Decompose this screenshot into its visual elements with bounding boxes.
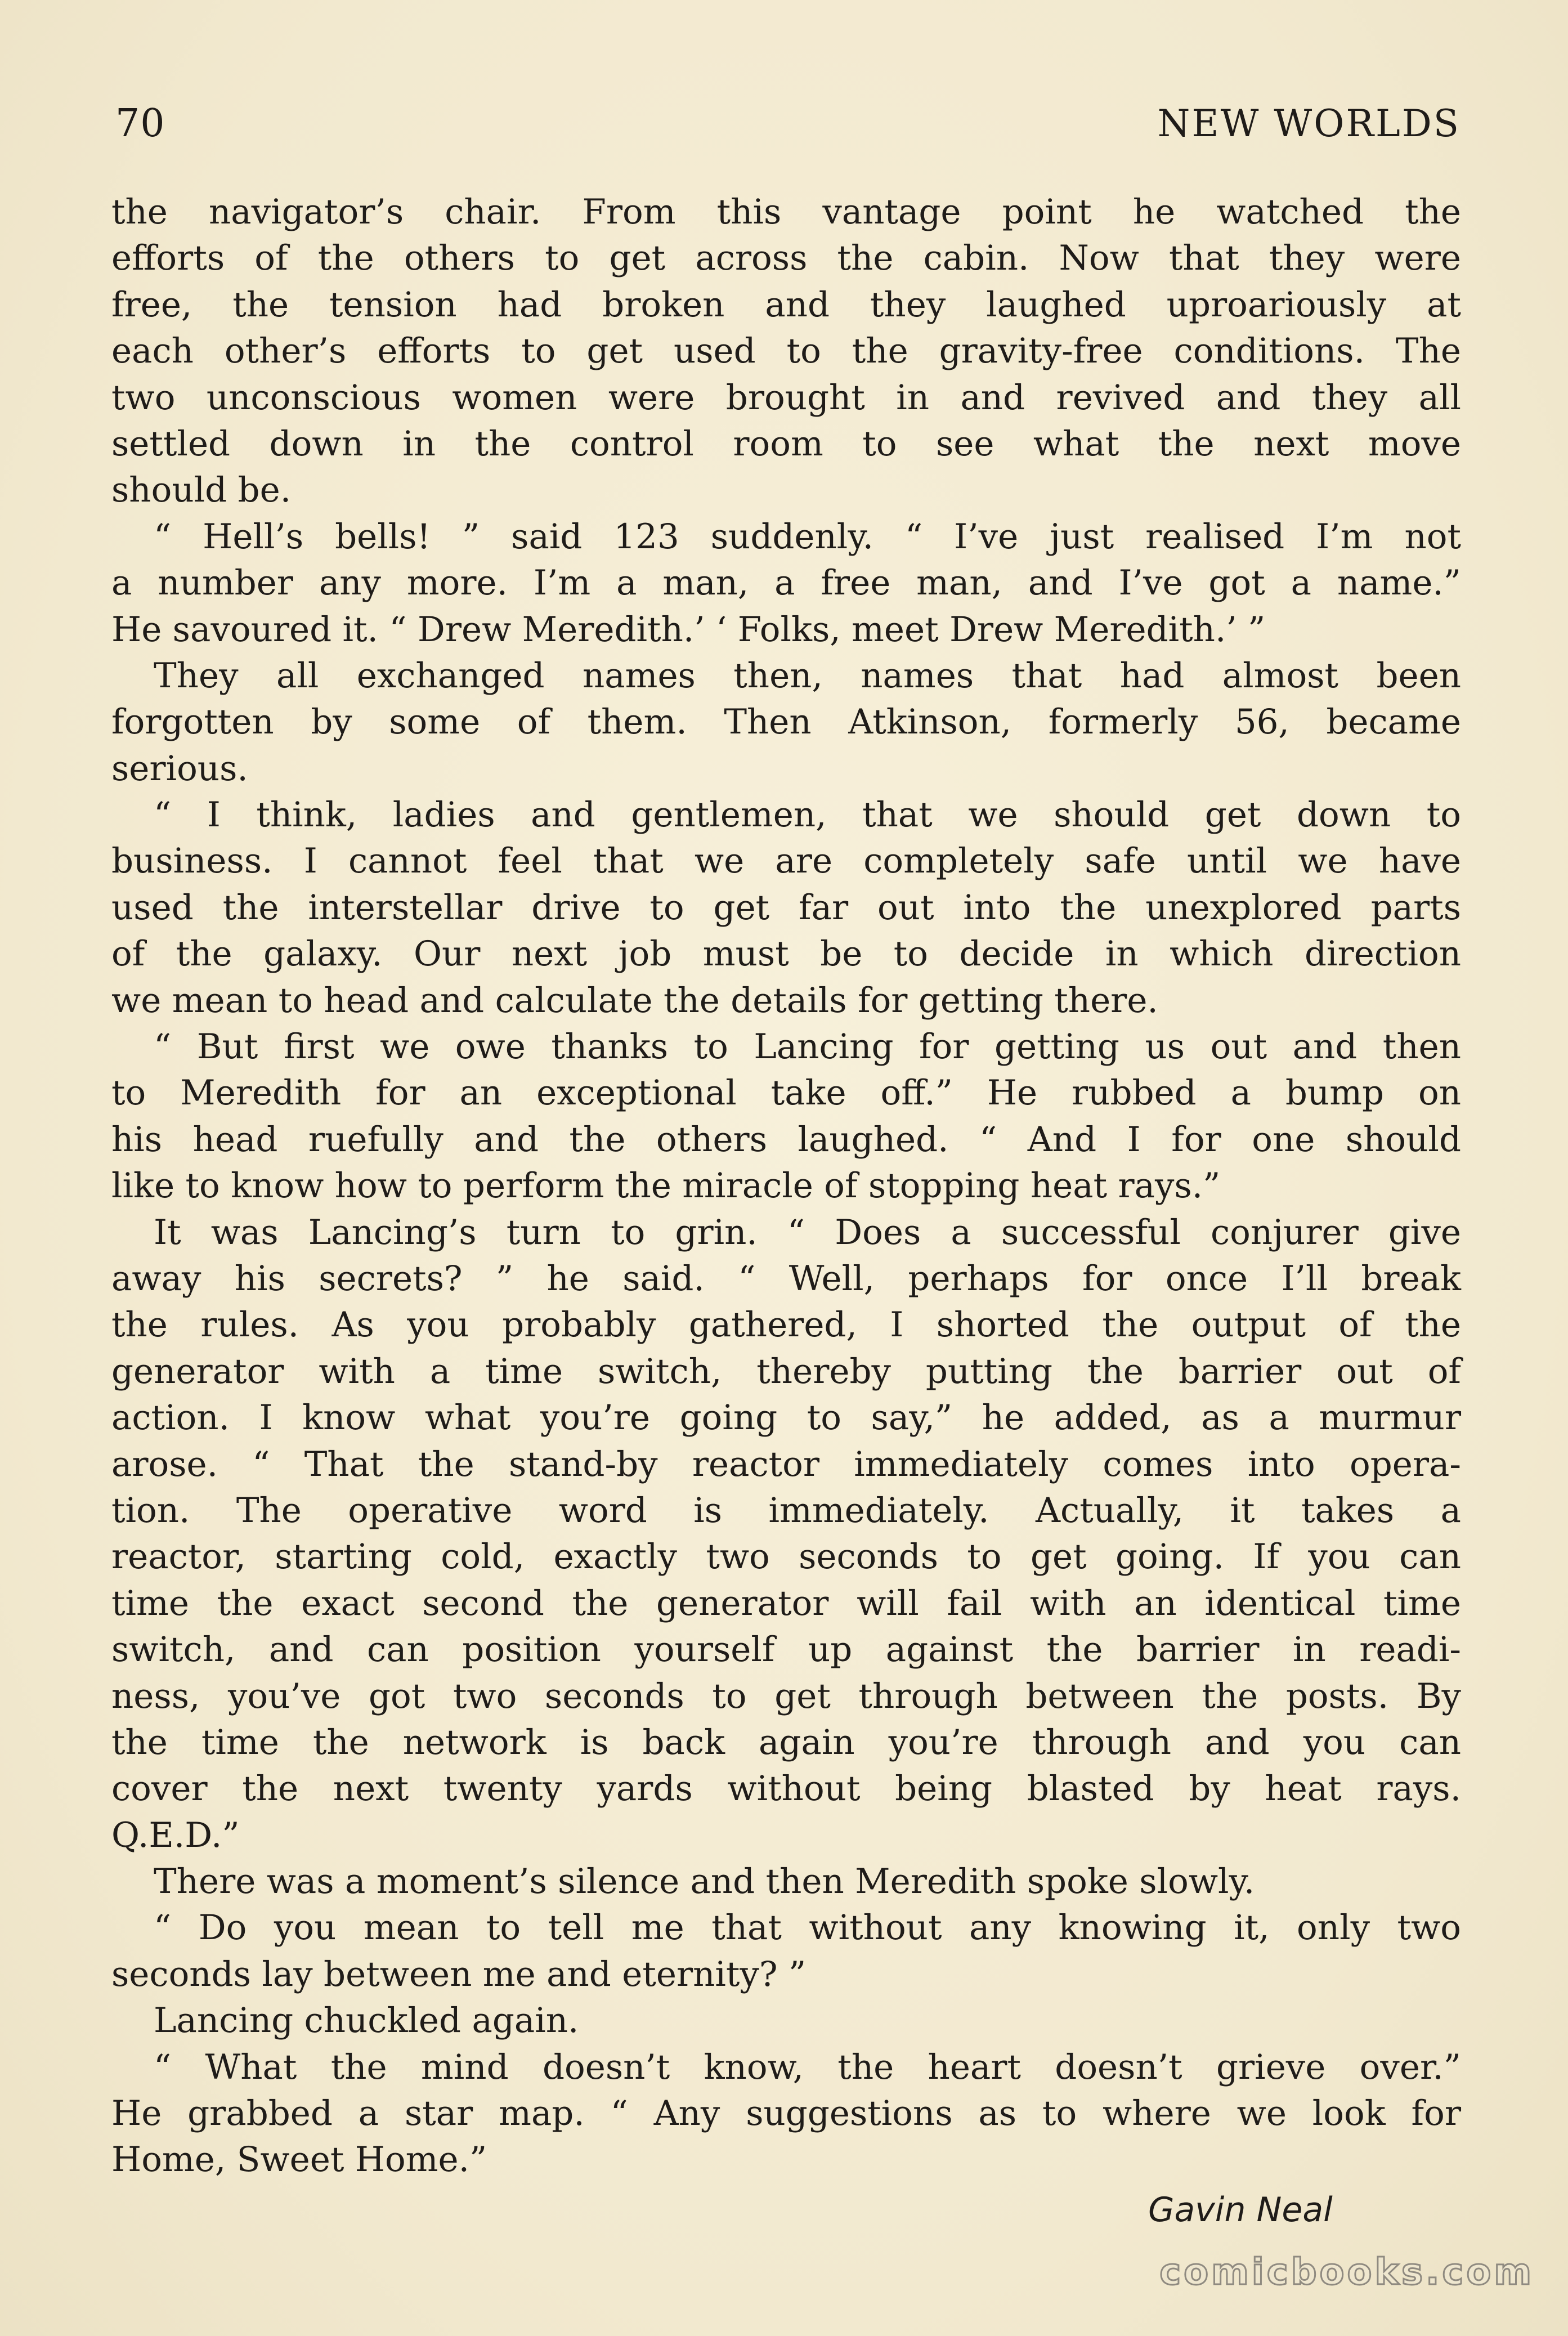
story-text	[111, 189, 1461, 2183]
text-line: settled down in the control room to see what the next move	[111, 423, 1461, 464]
text-line: like to know how to perform the miracle of stopping heat rays.”	[111, 1166, 1221, 1206]
text-line: He savoured it. “ Drew Meredith.’ ‘ Folks, meet Drew Meredith.’ ”	[111, 609, 1266, 650]
text-line: to Meredith for an exceptional take off.” He rubbed a bump on	[111, 1073, 1461, 1113]
text-line: Home, Sweet Home.”	[111, 2140, 487, 2180]
text-line: his head ruefully and the others laughed. “ And I for one should	[111, 1119, 1461, 1160]
text-line: should be.	[111, 470, 292, 511]
text-line: efforts of the others to get across the cabin. Now that they were	[111, 238, 1461, 279]
text-line: reactor, starting cold, exactly two seconds to get going. If you can	[111, 1537, 1461, 1577]
text-line: away his secrets? ” he said. “ Well, perhaps for once I’ll break	[111, 1258, 1461, 1299]
text-line: cover the next twenty yards without being blasted by heat rays.	[111, 1769, 1461, 1809]
text-line: forgotten by some of them. Then Atkinson, formerly 56, became	[111, 702, 1461, 742]
text-line: arose. “ That the stand-by reactor immediately comes into opera-	[111, 1444, 1461, 1484]
text-line: seconds lay between me and eternity? ”	[111, 1954, 807, 1994]
text-line: “ But first we owe thanks to Lancing for getting us out and then	[154, 1027, 1461, 1067]
text-line: the rules. As you probably gathered, I shorted the output of the	[111, 1305, 1461, 1345]
text-line: time the exact second the generator will fail with an identical time	[111, 1583, 1461, 1623]
text-line: each other’s efforts to get used to the gravity-free conditions. The	[111, 331, 1461, 372]
text-line: “ Hell’s bells! ” said 123 suddenly. “ I’ve just realised I’m not	[154, 516, 1461, 557]
watermark: comicbooks.com	[1159, 2252, 1534, 2293]
text-line: ness, you’ve got two seconds to get through between the posts. By	[111, 1676, 1461, 1716]
text-line: “ I think, ladies and gentlemen, that we should get down to	[154, 795, 1461, 835]
text-line: He grabbed a star map. “ Any suggestions as to where we look for	[111, 2093, 1461, 2134]
text-line: of the galaxy. Our next job must be to decide in which direction	[111, 934, 1461, 974]
text-line: action. I know what you’re going to say,” he added, as a murmur	[111, 1398, 1461, 1438]
text-line: Q.E.D.”	[111, 1815, 240, 1855]
text-line: generator with a time switch, thereby putting the barrier out of	[111, 1351, 1461, 1391]
text-line: serious.	[111, 748, 248, 789]
text-line: the navigator’s chair. From this vantage point he watched the	[111, 192, 1461, 232]
text-line: It was Lancing’s turn to grin. “ Does a successful conjurer give	[154, 1212, 1461, 1252]
text-line: two unconscious women were brought in and revived and they all	[111, 377, 1461, 418]
text-line: switch, and can position yourself up against the barrier in readi-	[111, 1630, 1461, 1670]
text-line: “ Do you mean to tell me that without any knowing it, only two	[154, 1908, 1461, 1948]
text-line: There was a moment’s silence and then Meredith spoke slowly.	[154, 1861, 1255, 1902]
text-line: the time the network is back again you’re through and you can	[111, 1722, 1461, 1762]
text-line: a number any more. I’m a man, a free man, and I’ve got a name.”	[111, 563, 1461, 603]
text-line: tion. The operative word is immediately. Actually, it takes a	[111, 1490, 1461, 1531]
text-line: we mean to head and calculate the details for getting there.	[111, 980, 1158, 1021]
text-line: They all exchanged names then, names that had almost been	[154, 655, 1461, 696]
text-line: used the interstellar drive to get far out into the unexplored parts	[111, 887, 1461, 928]
page-number: 70	[115, 101, 165, 146]
author-signature: Gavin Neal	[1148, 2190, 1333, 2230]
text-line: Lancing chuckled again.	[154, 2001, 579, 2041]
running-head: NEW WORLDS	[1157, 102, 1461, 145]
text-line: “ What the mind doesn’t know, the heart doesn’t grieve over.”	[154, 2047, 1461, 2087]
text-line: free, the tension had broken and they laughed uproariously at	[111, 284, 1461, 325]
text-line: business. I cannot feel that we are completely safe until we have	[111, 841, 1461, 881]
page-header	[115, 99, 1461, 149]
